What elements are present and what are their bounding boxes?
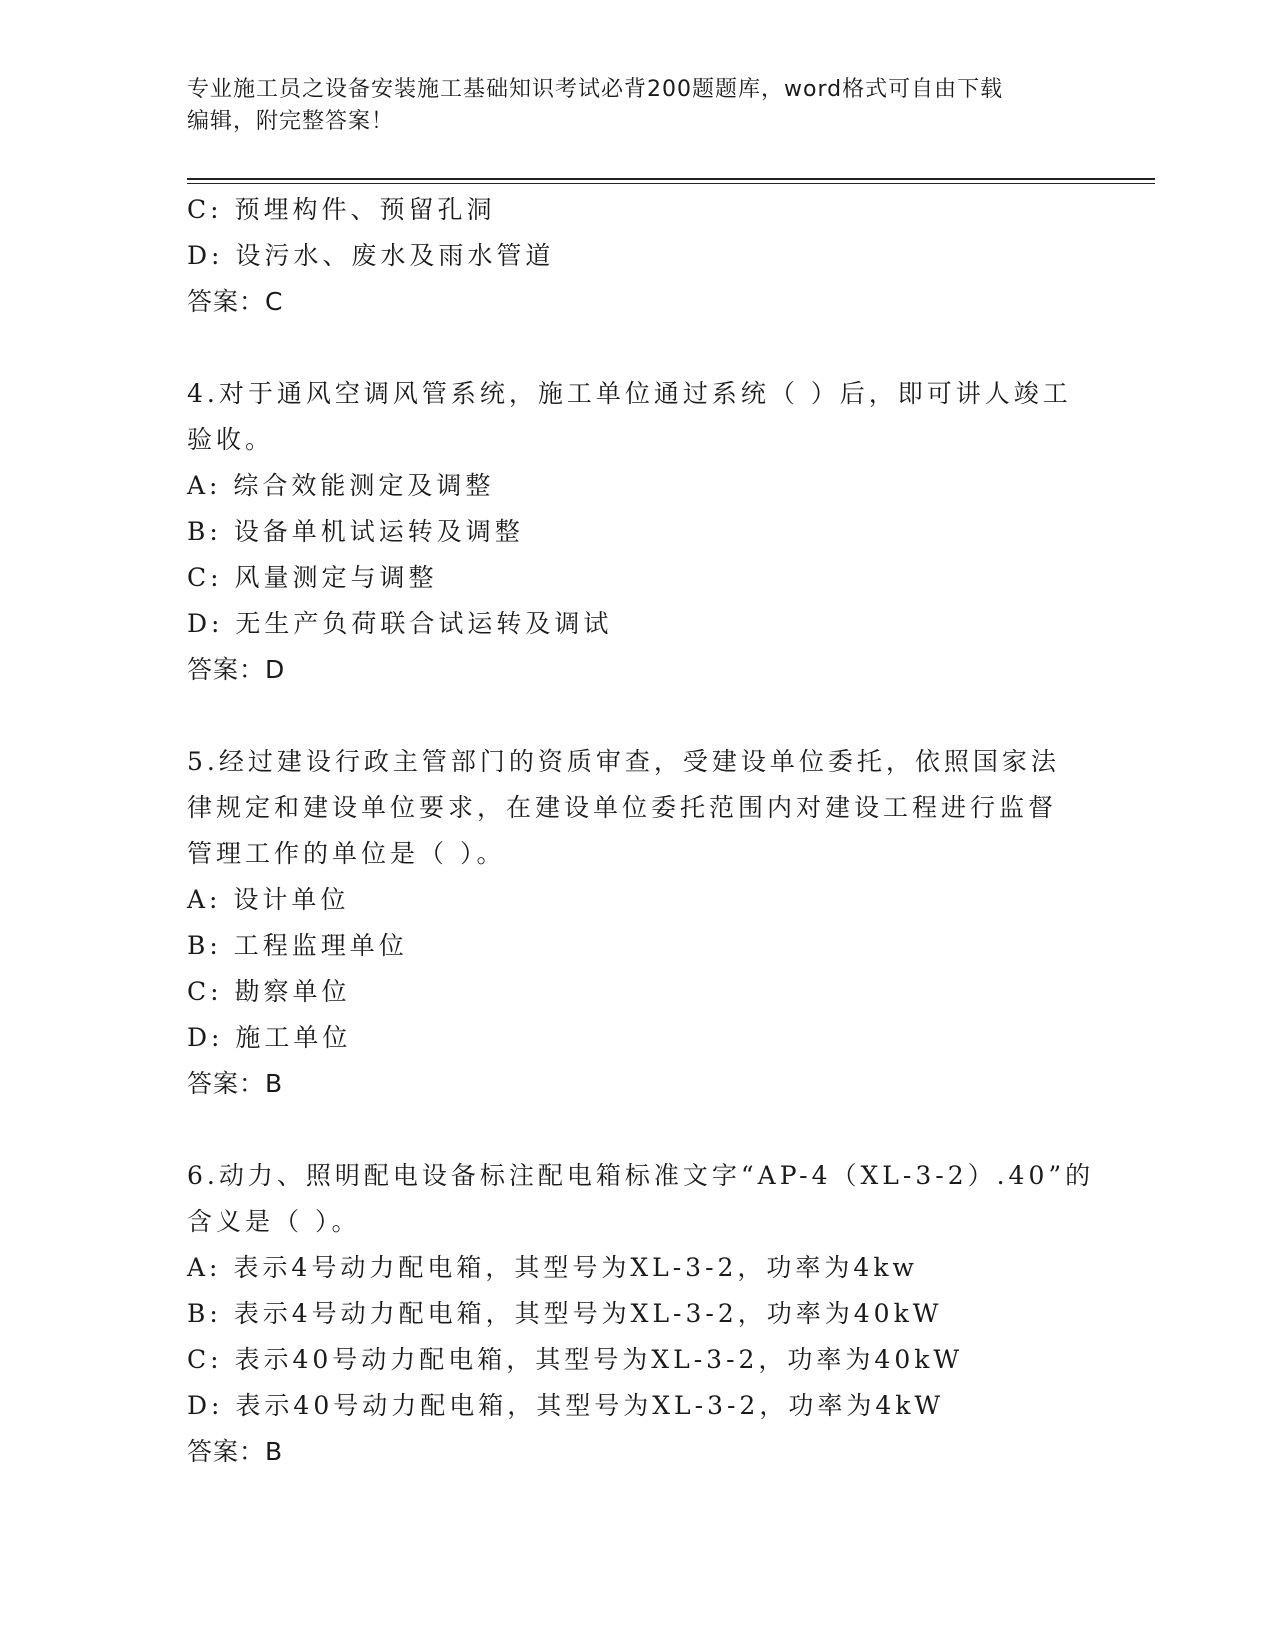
option-b: B: 表示4号动力配电箱，其型号为XL-3-2，功率为40kW [187, 1299, 943, 1328]
header-divider-thick [187, 178, 1155, 180]
option-c: C: 勘察单位 [187, 977, 351, 1006]
option-a: A: 表示4号动力配电箱，其型号为XL-3-2，功率为4kw [187, 1253, 918, 1282]
option-c: C: 风量测定与调整 [187, 563, 438, 592]
question-block-6 [187, 1153, 1095, 1475]
option-d: D: 表示40号动力配电箱，其型号为XL-3-2，功率为4kW [187, 1391, 945, 1420]
spacer [187, 693, 1087, 739]
header-title-line-2: 编辑，附完整答案！ [187, 109, 395, 134]
option-a: A: 设计单位 [187, 885, 350, 914]
option-c: C: 预埋构件、预留孔洞 [187, 195, 496, 224]
question-text: 6.动力、照明配电设备标注配电箱标准文字“AP-4（XL-3-2）.40”的 [187, 1161, 1095, 1190]
question-text: 5.经过建设行政主管部门的资质审查，受建设单位委托，依照国家法 [187, 747, 1060, 776]
option-c: C: 表示40号动力配电箱，其型号为XL-3-2，功率为40kW [187, 1345, 964, 1374]
option-b: B: 工程监理单位 [187, 931, 408, 960]
question-text: 4.对于通风空调风管系统，施工单位通过系统（ ）后，即可讲人竣工 [187, 379, 1072, 408]
question-text: 含义是（ ）。 [187, 1207, 361, 1236]
question-list [187, 187, 1095, 1475]
question-block-3-tail [187, 187, 1087, 325]
header-title-line-1: 专业施工员之设备安装施工基础知识考试必背200题题库，word格式可自由下载 [187, 77, 1004, 102]
header-divider-thin [187, 183, 1155, 184]
option-a: A: 综合效能测定及调整 [187, 471, 495, 500]
question-text: 管理工作的单位是（ ）。 [187, 839, 506, 868]
option-d: D: 施工单位 [187, 1023, 352, 1052]
question-block-5 [187, 739, 1087, 1107]
question-text: 验收。 [187, 425, 275, 454]
spacer [187, 1107, 1087, 1153]
question-block-4 [187, 371, 1087, 693]
option-d: D: 设污水、废水及雨水管道 [187, 241, 555, 270]
option-d: D: 无生产负荷联合试运转及调试 [187, 609, 613, 638]
spacer [187, 325, 1087, 371]
answer: 答案：D [187, 655, 286, 684]
answer: 答案：C [187, 287, 284, 316]
answer: 答案：B [187, 1437, 284, 1466]
document-header [187, 74, 1067, 138]
answer: 答案：B [187, 1069, 284, 1098]
question-text: 律规定和建设单位要求，在建设单位委托范围内对建设工程进行监督 [187, 793, 1058, 822]
option-b: B: 设备单机试运转及调整 [187, 517, 524, 546]
